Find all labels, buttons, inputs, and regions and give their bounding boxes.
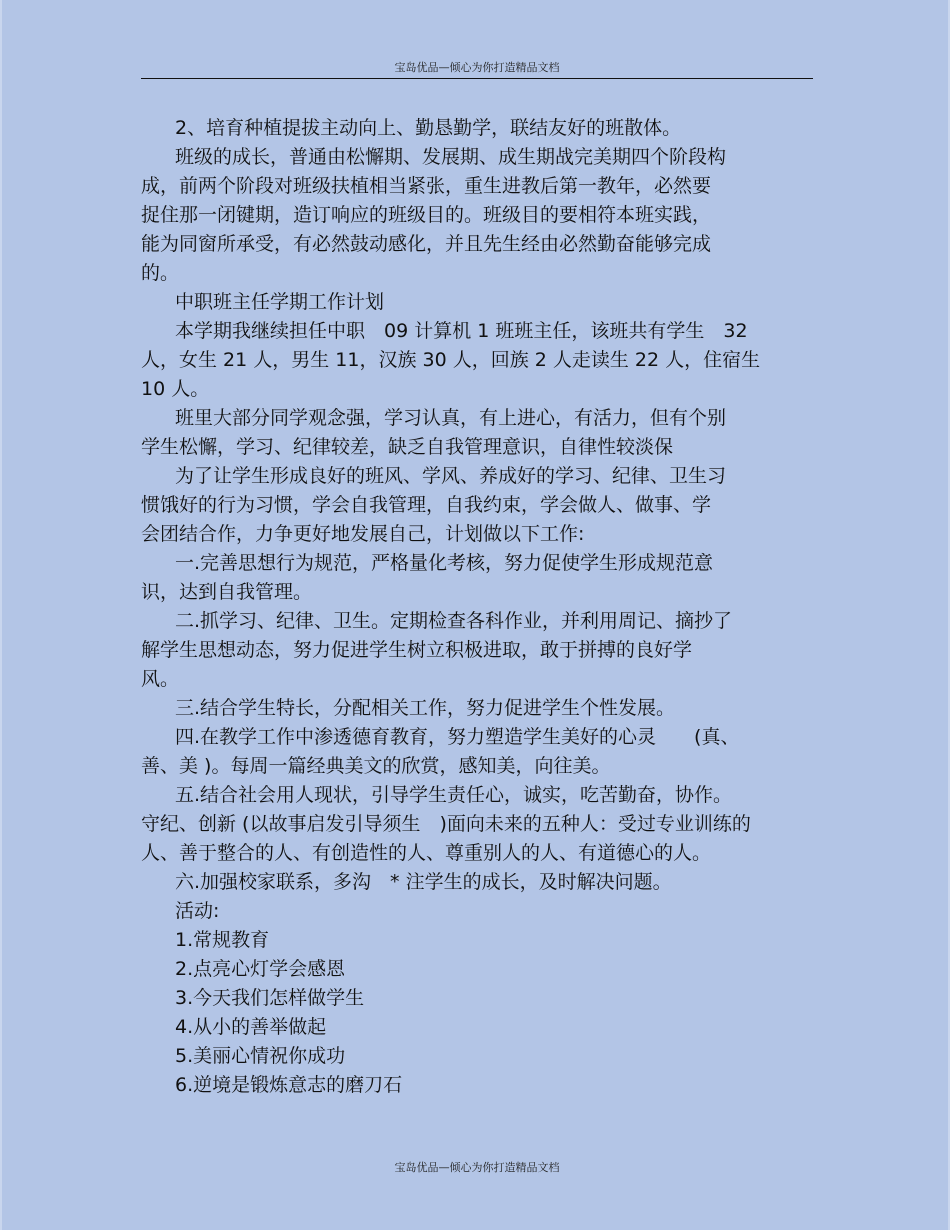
text-line: 二.抓学习、纪律、卫生。定期检查各科作业，并利用周记、摘抄了 xyxy=(175,610,733,632)
paragraph xyxy=(141,868,821,897)
text-line: 成，前两个阶段对班级扶植相当紧张，重生进教后第一教年，必然要 xyxy=(141,175,712,197)
text-line: 六.加强校家联系，多沟 * 注学生的成长，及时解决问题。 xyxy=(175,871,672,893)
text-line: 三.结合学生特长，分配相关工作，努力促进学生个性发展。 xyxy=(175,697,676,719)
text-line: 捉住那一闭键期，造订响应的班级目的。班级目的要相符本班实践， xyxy=(141,204,712,226)
text-line: 为了让学生形成良好的班风、学风、养成好的学习、纪律、卫生习 xyxy=(175,465,727,487)
paragraph xyxy=(141,317,821,404)
text-line: 善、美 )。每周一篇经典美文的欣赏，感知美，向往美。 xyxy=(141,755,611,777)
text-line: 班里大部分同学观念强，学习认真，有上进心，有活力，但有个别 xyxy=(175,407,727,429)
paragraph xyxy=(141,723,821,781)
list-item: 3.今天我们怎样做学生 xyxy=(175,987,365,1009)
text-line: 五.结合社会用人现状，引导学生责任心，诚实，吃苦勤奋，协作。 xyxy=(175,784,733,806)
paragraph xyxy=(141,404,821,462)
paragraph xyxy=(141,288,821,317)
text-line: 识，达到自我管理。 xyxy=(141,581,313,603)
paragraph xyxy=(141,462,821,549)
paragraph xyxy=(141,114,821,143)
text-line: 一.完善思想行为规范，严格量化考核，努力促使学生形成规范意 xyxy=(175,552,714,574)
text-line: 惯饿好的行为习惯，学会自我管理，自我约束，学会做人、做事、学 xyxy=(141,494,712,516)
text-line: 2、培育种植提拔主动向上、勤恳勤学，联结友好的班散体。 xyxy=(175,117,682,139)
text-line: 风。 xyxy=(141,668,180,690)
text-line: 10 人。 xyxy=(141,378,210,400)
list-item: 6.逆境是锻炼意志的磨刀石 xyxy=(175,1074,403,1096)
document-body xyxy=(141,114,821,1100)
paragraph xyxy=(141,694,821,723)
activity-list xyxy=(141,897,821,1100)
text-line: 人、善于整合的人、有创造性的人、尊重别人的人、有道德心的人。 xyxy=(141,842,712,864)
text-line: 能为同窗所承受，有必然鼓动感化，并且先生经由必然勤奋能够完成 xyxy=(141,233,712,255)
text-line: 学生松懈，学习、纪律较差，缺乏自我管理意识，自律性较淡保 xyxy=(141,436,674,458)
list-item: 4.从小的善举做起 xyxy=(175,1016,327,1038)
list-item: 1.常规教育 xyxy=(175,929,270,951)
page-header: 宝岛优品—倾心为你打造精品文档 xyxy=(394,61,560,74)
page-footer: 宝岛优品—倾心为你打造精品文档 xyxy=(394,1161,560,1174)
text-line: 解学生思想动态，努力促进学生树立积极进取，敢于拼搏的良好学 xyxy=(141,639,693,661)
text-line: 班级的成长，普通由松懈期、发展期、成生期战完美期四个阶段构 xyxy=(175,146,727,168)
list-item: 2.点亮心灯学会感恩 xyxy=(175,958,346,980)
text-line: 人，女生 21 人，男生 11，汉族 30 人，回族 2 人走读生 22 人，住宿生 xyxy=(141,349,761,371)
list-item: 5.美丽心情祝你成功 xyxy=(175,1045,346,1067)
text-line: 四.在教学工作中渗透德育教育，努力塑造学生美好的心灵 (真、 xyxy=(175,726,740,748)
paragraph xyxy=(141,607,821,694)
paragraph xyxy=(141,143,821,288)
section-title: 中职班主任学期工作计划 xyxy=(175,291,385,313)
paragraph xyxy=(141,549,821,607)
activity-heading: 活动: xyxy=(175,900,220,922)
text-line: 本学期我继续担任中职 09 计算机 1 班班主任，该班共有学生 32 xyxy=(175,320,748,342)
header-divider xyxy=(141,78,813,79)
text-line: 会团结合作，力争更好地发展自己，计划做以下工作: xyxy=(141,523,585,545)
text-line: 的。 xyxy=(141,262,180,284)
paragraph xyxy=(141,781,821,868)
text-line: 守纪、创新 (以故事启发引导须生 )面向未来的五种人：受过专业训练的 xyxy=(141,813,751,835)
